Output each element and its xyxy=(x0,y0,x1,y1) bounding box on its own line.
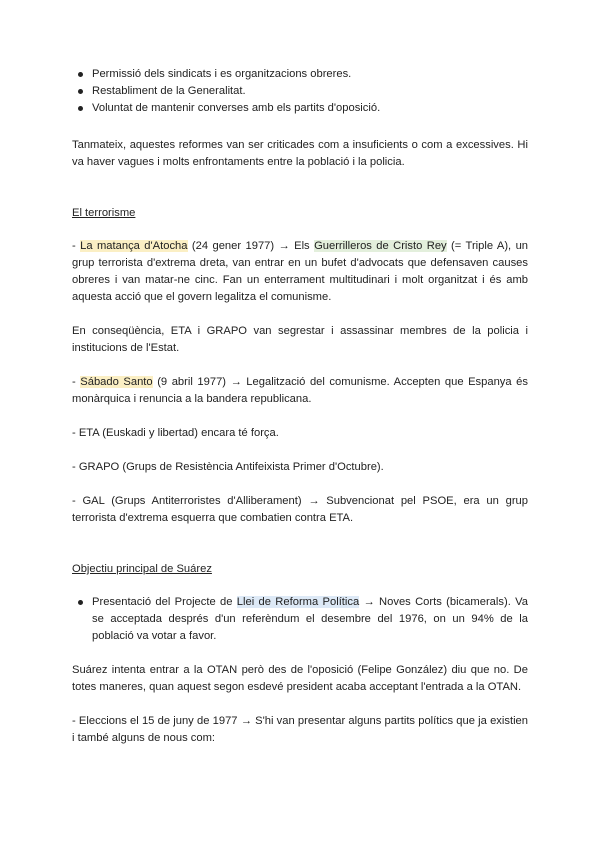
heading-terrorism: El terrorisme xyxy=(72,207,136,219)
list-item: Presentació del Projecte de Llei de Reforma Política → Noves Corts (bicamerals). Va se acceptada després d'un referèndum el desembre del 1976, on un 94% de la població va votar a favor. xyxy=(72,594,528,645)
document-page xyxy=(72,66,528,747)
bullet-icon xyxy=(78,89,83,94)
suarez-bullet-list xyxy=(72,594,528,645)
paragraph-eleccions: - Eleccions el 15 de juny de 1977 → S'hi van presentar alguns partits polítics que ja existien i també alguns de nous com: xyxy=(72,715,528,744)
highlight-guerrilleros: Guerrilleros de Cristo Rey xyxy=(314,240,447,252)
paragraph-sabado-santo: - Sábado Santo (9 abril 1977) → Legalització del comunisme. Accepten que Espanya és monàrquica i renuncia a la bandera republicana. xyxy=(72,376,528,405)
paragraph-gal: - GAL (Grups Antiterroristes d'Alliberament) → Subvencionat pel PSOE, era un grup terrorista d'extrema esquerra que combatien contra ETA. xyxy=(72,495,528,524)
bullet-icon xyxy=(78,600,83,605)
bullet-icon xyxy=(78,106,83,111)
highlight-llei-reforma: Llei de Reforma Política xyxy=(236,596,360,608)
list-item: Permissió dels sindicats i es organitzacions obreres. xyxy=(72,66,528,83)
bullet-icon xyxy=(78,72,83,77)
line-grapo: - GRAPO (Grups de Resistència Antifeixista Primer d'Octubre). xyxy=(72,461,384,473)
list-item: Restabliment de la Generalitat. xyxy=(72,83,528,100)
list-item: Voluntat de mantenir converses amb els partits d'oposició. xyxy=(72,100,528,117)
reforms-bullet-list xyxy=(72,66,528,117)
paragraph-otan: Suárez intenta entrar a la OTAN però des de l'oposició (Felipe González) diu que no. De totes maneres, quan aquest segon esdevé president acaba acceptant l'entrada a la OTAN. xyxy=(72,664,528,693)
heading-suarez: Objectiu principal de Suárez xyxy=(72,563,212,575)
line-eta: - ETA (Euskadi y libertad) encara té força. xyxy=(72,427,279,439)
paragraph-eta-grapo: En conseqüència, ETA i GRAPO van segrestar i assassinar membres de la policia i institucions de l'Estat. xyxy=(72,325,528,354)
highlight-sabado-santo: Sábado Santo xyxy=(80,376,153,388)
highlight-atocha: La matança d'Atocha xyxy=(80,240,188,252)
paragraph-atocha: - La matança d'Atocha (24 gener 1977) → Els Guerrilleros de Cristo Rey (= Triple A), un grup terrorista d'extrema dreta, van entrar en un bufet d'advocats que defensaven causes obreres i van matar-ne cinc. Fan un enterrament multitudinari i molt organitzat i és amb aquesta acció que el govern legalitza el comunisme. xyxy=(72,240,529,303)
paragraph-reforms: Tanmateix, aquestes reformes van ser criticades com a insuficients o com a excessives. Hi va haver vagues i molts enfrontaments entre la població i la policia. xyxy=(72,139,528,168)
